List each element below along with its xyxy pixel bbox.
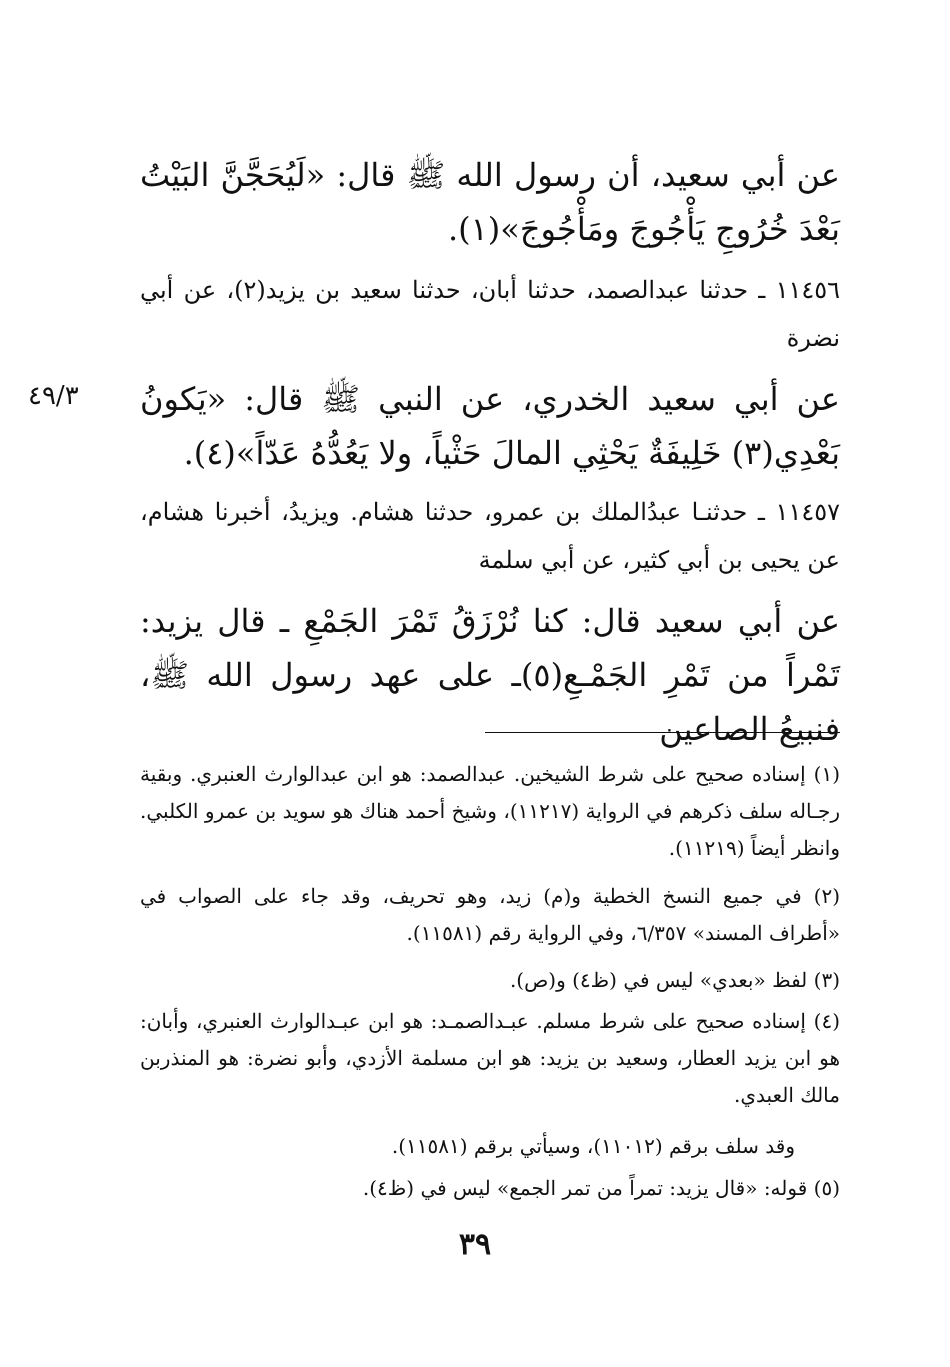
footnote-1: (١) إسناده صحيح على شرط الشيخين. عبدالصمد: هو ابن عبدالوارث العنبري. وبقية رجـاله سلف ذكرهم في الرواية (١١٢١٧)، وشيخ أحمد هناك هو سويد بن عمرو الكلبي. وانظر أيضاً (١١٢١٩). <box>140 762 841 860</box>
hadith-text-3: عن أبي سعيد قال: كنا نُرْزَقُ تَمْرَ الجَمْعِ ـ قال يزيد: تَمْراً من تَمْرِ الجَمْـعِ(٥)ـ على عهد رسول الله ﷺ، فنبيعُ الصاعين <box>140 602 841 748</box>
isnad-11456: ١١٤٥٦ ـ حدثنا عبدالصمد، حدثنا أبان، حدثنا سعيد بن يزيد(٢)، عن أبي نضرة <box>140 276 841 352</box>
page-number: ٣٩ <box>458 1227 492 1262</box>
footnote-2: (٢) في جميع النسخ الخطية و(م) زيد، وهو تحريف، وقد جاء على الصواب في «أطراف المسند» ٦/٣٥٧، وفي الرواية رقم (١١٥٨١). <box>140 884 840 945</box>
isnad-11457: ١١٤٥٧ ـ حدثنـا عبدُالملك بن عمرو، حدثنا هشام. ويزيدُ، أخبرنا هشام، عن يحيى بن أبي كثير، عن أبي سلمة <box>140 498 840 574</box>
marginal-volume-reference: ٤٩/٣ <box>28 381 79 411</box>
footnote-4-continuation: وقد سلف برقم (١١٠١٢)، وسيأتي برقم (١١٥٨١). <box>391 1134 795 1158</box>
hadith-text-2: عن أبي سعيد الخدري، عن النبي ﷺ قال: «يَكونُ بَعْدِي(٣) خَلِيفَةٌ يَحْثِي المالَ حَثْياً، ولا يَعُدُّهُ عَدّاً»(٤). <box>140 380 840 472</box>
footnote-4: (٤) إسناده صحيح على شرط مسلم. عبـدالصمـد: هو ابن عبـدالوارث العنبري، وأبان: هو ابن يزيد العطار، وسعيد بن يزيد: هو ابن مسلمة الأزدي، وأبو نضرة: هو المنذربن مالك العبدي. <box>140 1009 840 1107</box>
footnote-3: (٣) لفظ «بعدي» ليس في (ظ٤) و(ص). <box>509 968 840 992</box>
hadith-text-1: عن أبي سعيد، أن رسول الله ﷺ قال: «لَيُحَجَّنَّ البَيْتُ بَعْدَ خُرُوجِ يَأْجُوجَ ومَأْجُوجَ»(١). <box>140 156 840 248</box>
footnote-5: (٥) قوله: «قال يزيد: تمراً من تمر الجمع» ليس في (ظ٤). <box>362 1176 840 1200</box>
footnote-separator <box>485 732 840 733</box>
